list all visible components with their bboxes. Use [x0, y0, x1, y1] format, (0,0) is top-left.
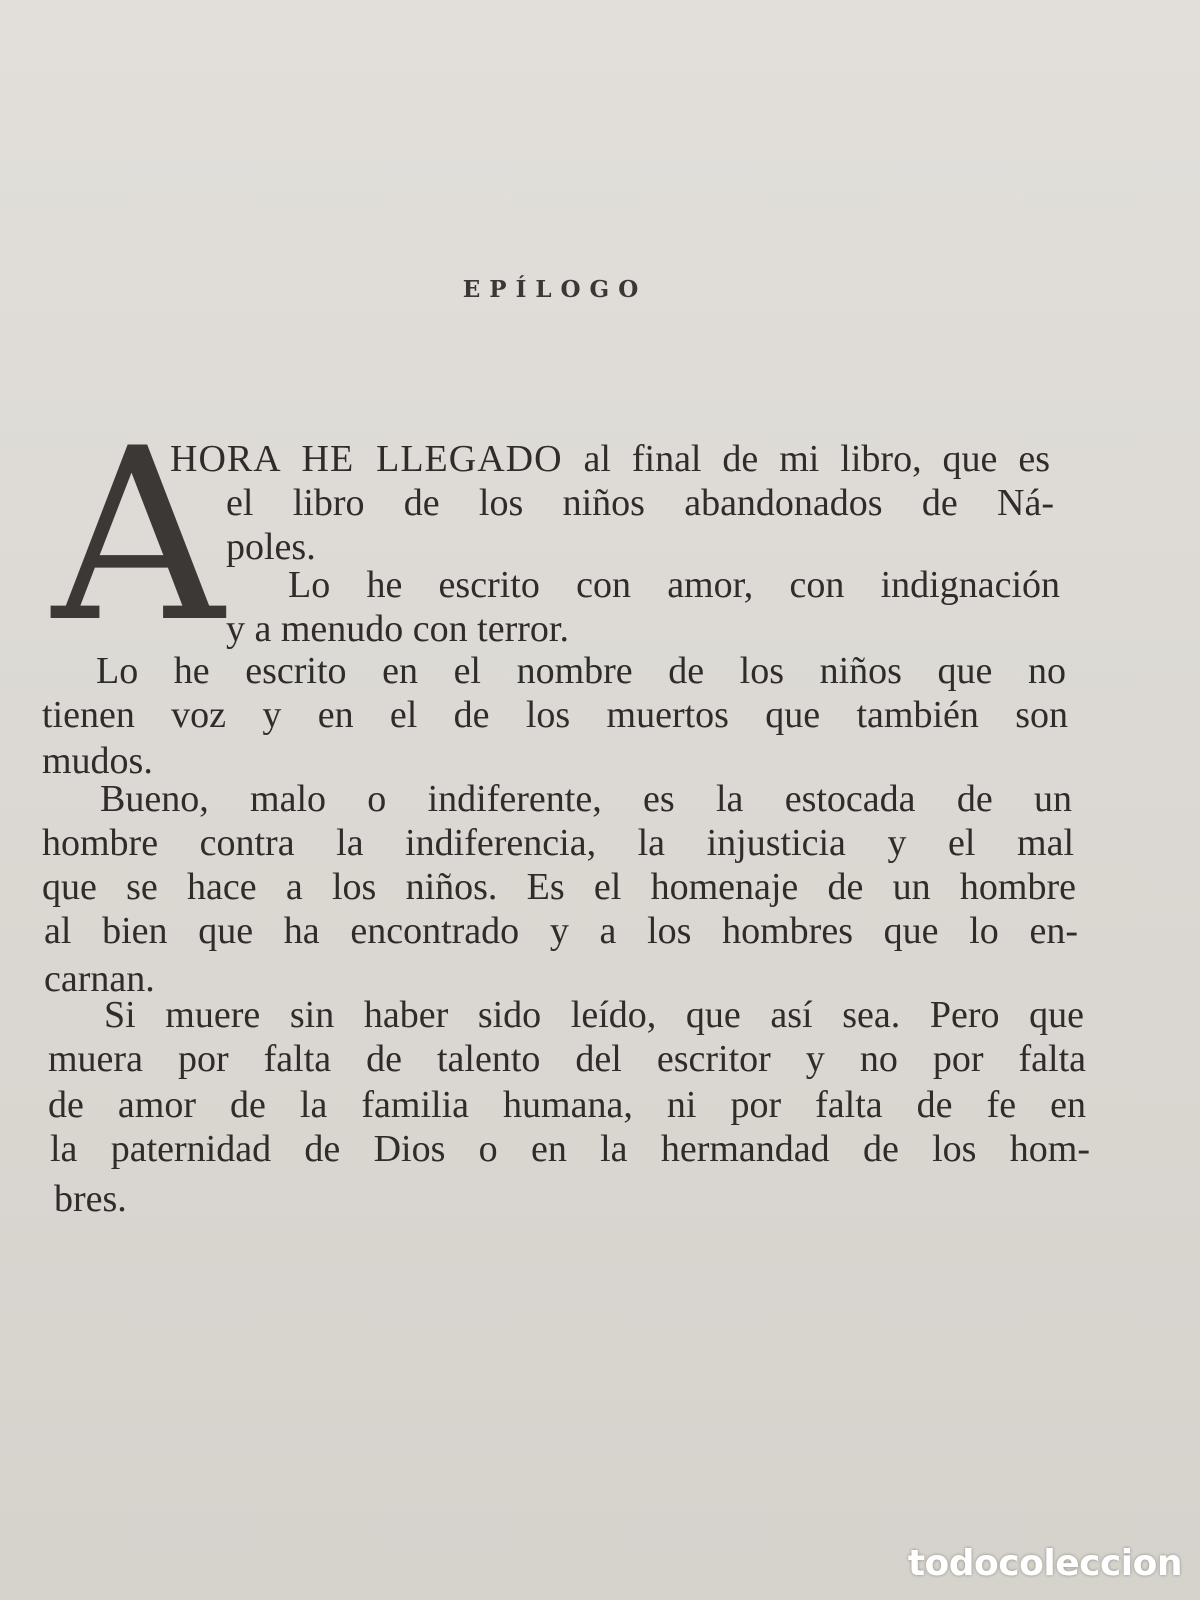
paragraph-3-line-4: al bien que ha encontrado y a los hombres que lo en- [44, 910, 1078, 952]
paragraph-1-line-1-rest: al final de mi libro, que es [583, 438, 1050, 480]
paragraph-3-line-2: hombre contra la indiferencia, la injusticia y el mal [42, 822, 1074, 864]
paragraph-2-line-2: tienen voz y en el de los muertos que también son [42, 694, 1068, 736]
paragraph-2-line-1: Lo he escrito en el nombre de los niños que no [96, 650, 1066, 692]
paragraph-4-line-1: Si muere sin haber sido leído, que así sea. Pero que [104, 994, 1084, 1036]
paragraph-3-line-1: Bueno, malo o indiferente, es la estocada de un [100, 778, 1072, 820]
paragraph-2-line-3: mudos. [42, 740, 153, 782]
paragraph-4-line-4: la paternidad de Dios o en la hermandad de los hom- [50, 1128, 1090, 1170]
paragraph-1-line-3: poles. [226, 526, 316, 568]
paragraph-3-line-5: carnan. [44, 958, 155, 1000]
paragraph-4-line-2: muera por falta de talento del escritor y no por falta [48, 1038, 1086, 1080]
chapter-title: EPÍLOGO [462, 276, 648, 303]
paragraph-4-line-3: de amor de la familia humana, ni por falta de fe en [48, 1084, 1086, 1126]
paragraph-1-line-2: el libro de los niños abandonados de Ná- [226, 482, 1054, 524]
paragraph-4-line-5: bres. [54, 1178, 127, 1220]
watermark-logo: todocoleccion [907, 1543, 1182, 1584]
paragraph-3-line-3: que se hace a los niños. Es el homenaje de un hombre [42, 866, 1076, 908]
drop-cap-letter: A [52, 398, 224, 675]
paragraph-1-line-4: Lo he escrito con amor, con indignación [288, 564, 1060, 606]
paragraph-1-line-5: y a menudo con terror. [226, 608, 569, 650]
paragraph-1-line-1 [170, 440, 1050, 478]
opening-smallcaps: HORA HE LLEGADO [170, 438, 563, 480]
